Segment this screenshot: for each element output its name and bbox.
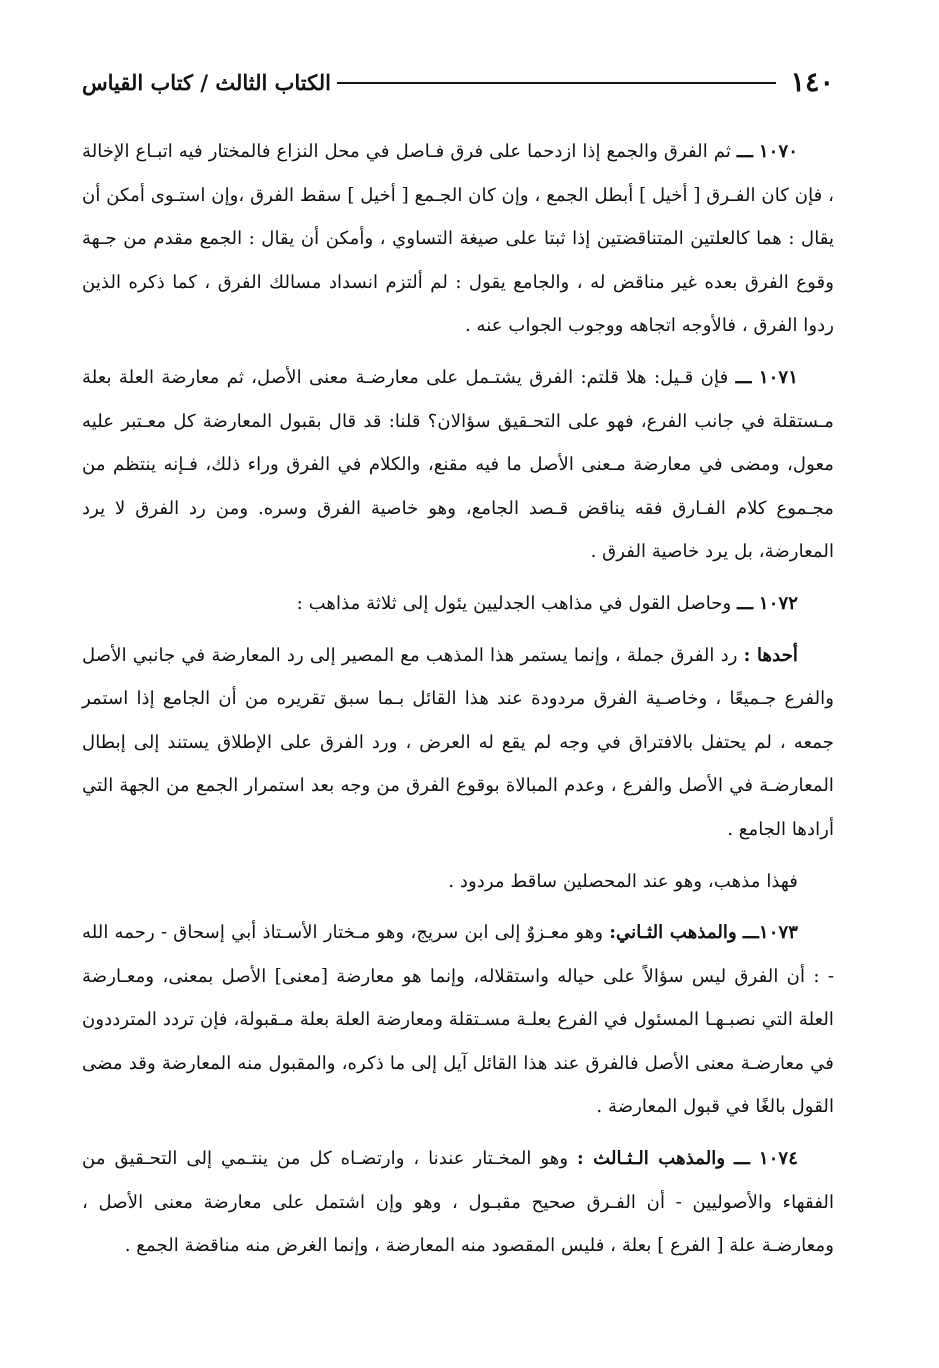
paragraph-lead: والمذهب الـثـالث :: [577, 1148, 726, 1170]
paragraph-text: فإن قـيل: هلا قلتم: الفرق يشتـمل على معارضـة معنى الأصل، ثم معارضة العلة بعلة مـستقلة في جانب الفرع، فهو على التحـقيق سؤالان؟ قلنا: قد قال بقبول المعارضة كل معـتبر عليه معول، ومضى في معارضة مـعنى الأصل ما فيه مقنع، والكلام في الفرق وراء ذلك، فـإنه ينتظم من مجـموع كلام الفـارق فقه يناقض قـصد الجامع، وهو خاصية الفرق وسره. ومن رد الفرق لا يرد المعارضة، بل يرد خاصية الفرق .: [82, 366, 834, 563]
dash-separator: ـــ: [737, 592, 754, 614]
paragraph-first-school: [82, 634, 834, 852]
paragraph-1072: [82, 582, 834, 626]
paragraph-1071: [82, 356, 834, 574]
running-header: [82, 62, 834, 102]
paragraph-text: وهو المخـتار عندنا ، وارتضـاه كل من ينتـمي إلى التحـقيق من الفقهاء والأصوليين - أن الفـرق صحيح مقبـول ، وهو وإن اشتمل على معارضة معنى الأصل ، ومعارضـة علة [ الفرع ] بعلة ، فليس المقصود منه المعارضة ، وإنما الغرض منه مناقضة الجمع .: [82, 1148, 834, 1257]
paragraph-number: ١٠٧٤: [758, 1148, 798, 1170]
paragraph-number: ١٠٧٠: [758, 141, 798, 162]
paragraph-number: ١٠٧٢: [758, 592, 798, 614]
paragraph-number: ١٠٧٣: [758, 922, 798, 944]
paragraph-text: ثم الفرق والجمع إذا ازدحما على فرق فـاصل في محل النزاع فالمختار فيه اتبـاع الإخالة ، فإن كان الفـرق [ أخيل ] أبطل الجمع ، وإن كان الجـمع [ أخيل ] سقط الفرق ،وإن استـوى أمكن أن يقال : هما كالعلتين المتناقضتين إذا ثبتا على صيغة التساوي ، وأمكن أن يقال : الجمع مقدم من جـهة وقوع الفرق بعده غير مناقض له ، والجامع يقول : لم ألتزم انسداد مسالك الفرق ، كما ذكره الذين ردوا الفرق ، فالأوجه اتجاهه ووجوب الجواب عنه .: [82, 141, 834, 337]
paragraph-1070: [82, 130, 834, 348]
page-body: [82, 130, 834, 1276]
dash-separator: ـــ: [734, 1148, 751, 1170]
dash-separator: ـــ: [735, 366, 752, 388]
header-rule: [337, 82, 777, 84]
paragraph-lead: أحدها :: [743, 644, 798, 666]
running-title: الكتاب الثالث / كتاب القياس: [82, 69, 331, 95]
dash-separator: ـــ: [736, 141, 753, 162]
paragraph-1073: [82, 911, 834, 1129]
page-number: ١٤٠: [790, 66, 834, 98]
paragraph-text: فهذا مذهب، وهو عند المحصلين ساقط مردود .: [448, 870, 798, 892]
paragraph-verdict: [82, 860, 834, 904]
paragraph-1074: [82, 1137, 834, 1268]
paragraph-number: ١٠٧١: [758, 366, 798, 388]
paragraph-text: وحاصل القول في مذاهب الجدليين يئول إلى ثلاثة مذاهب :: [296, 592, 732, 614]
paragraph-text: رد الفرق جملة ، وإنما يستمر هذا المذهب مع المصير إلى رد المعارضة في جانبي الأصل والفرع جـميعًا ، وخاصـية الفرق مردودة عند هذا القائل بـما سبق تقريره من أن الجامع إذا استمر جمعه ، لم يحتفل بالافتراق في وجه لم يقع له العرض ، ورد الفرق على الإطلاق يستند إلى إبطال المعارضـة في الأصل والفرع ، وعدم المبالاة بوقوع الفرق من وجه بعد استمرار الجمع من الجهة التي أرادها الجامع .: [82, 644, 834, 840]
paragraph-text: وهو معـزوٌ إلى ابن سريج، وهو مـختار الأسـتاذ أبي إسحاق - رحمه الله - : أن الفرق ليس سؤالاً على حياله واستقلاله، وإنما هو معارضة [معنى] الأصل بمعنى، ومعـارضة العلة التي نصبـهـا المسئول في الفرع بعلـة مسـتقلة ومعارضة العلة بعلة مـقبولة، فإن تردد المترددون في معارضـة معنى الأصل فالفرق عند هذا القائل آيل إلى ما ذكره، والمقبول منه المعارضة وقد مضى القول بالغًا في قبول المعارضة .: [82, 922, 834, 1118]
dash-separator: ـــ: [742, 922, 759, 944]
paragraph-lead: والمذهب الثـاني:: [609, 922, 737, 944]
